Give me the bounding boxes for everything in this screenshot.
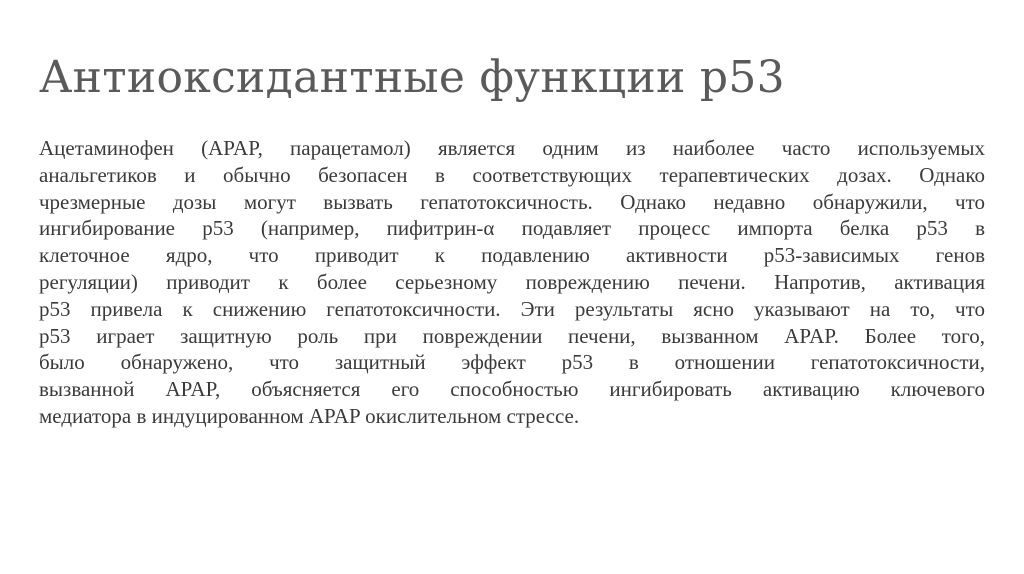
paragraph-line: вызванной APAP, объясняется его способностью ингибировать активацию ключевого — [39, 377, 985, 402]
paragraph-line: клеточное ядро, что приводит к подавлению активности р53-зависимых генов — [39, 243, 985, 268]
paragraph-line: р53 привела к снижению гепатотоксичности. Эти результаты ясно указывают на то, что — [39, 296, 985, 321]
paragraph-line: Ацетаминофен (APAP, парацетамол) является одним из наиболее часто используемых — [39, 136, 985, 160]
paragraph-line: регуляции) приводит к более серьезному повреждению печени. Напротив, активация — [39, 269, 985, 294]
paragraph-line: было обнаружено, что защитный эффект р53 в отношении гепатотоксичности, — [39, 350, 985, 375]
paragraph-line: чрезмерные дозы могут вызвать гепатотоксичность. Однако недавно обнаружили, что — [39, 189, 985, 214]
paragraph-line: медиатора в индуцированном APAP окислительном стрессе. — [39, 403, 580, 428]
slide-title: Антиоксидантные функции р53 — [39, 52, 785, 103]
slide-body-paragraph — [39, 135, 985, 430]
paragraph-line: ингибирование р53 (например, пифитрин-α подавляет процесс импорта белка р53 в — [39, 216, 985, 241]
paragraph-line: анальгетиков и обычно безопасен в соответствующих терапевтических дозах. Однако — [39, 162, 985, 187]
paragraph-line: р53 играет защитную роль при повреждении печени, вызванном APAP. Более того, — [39, 323, 985, 348]
